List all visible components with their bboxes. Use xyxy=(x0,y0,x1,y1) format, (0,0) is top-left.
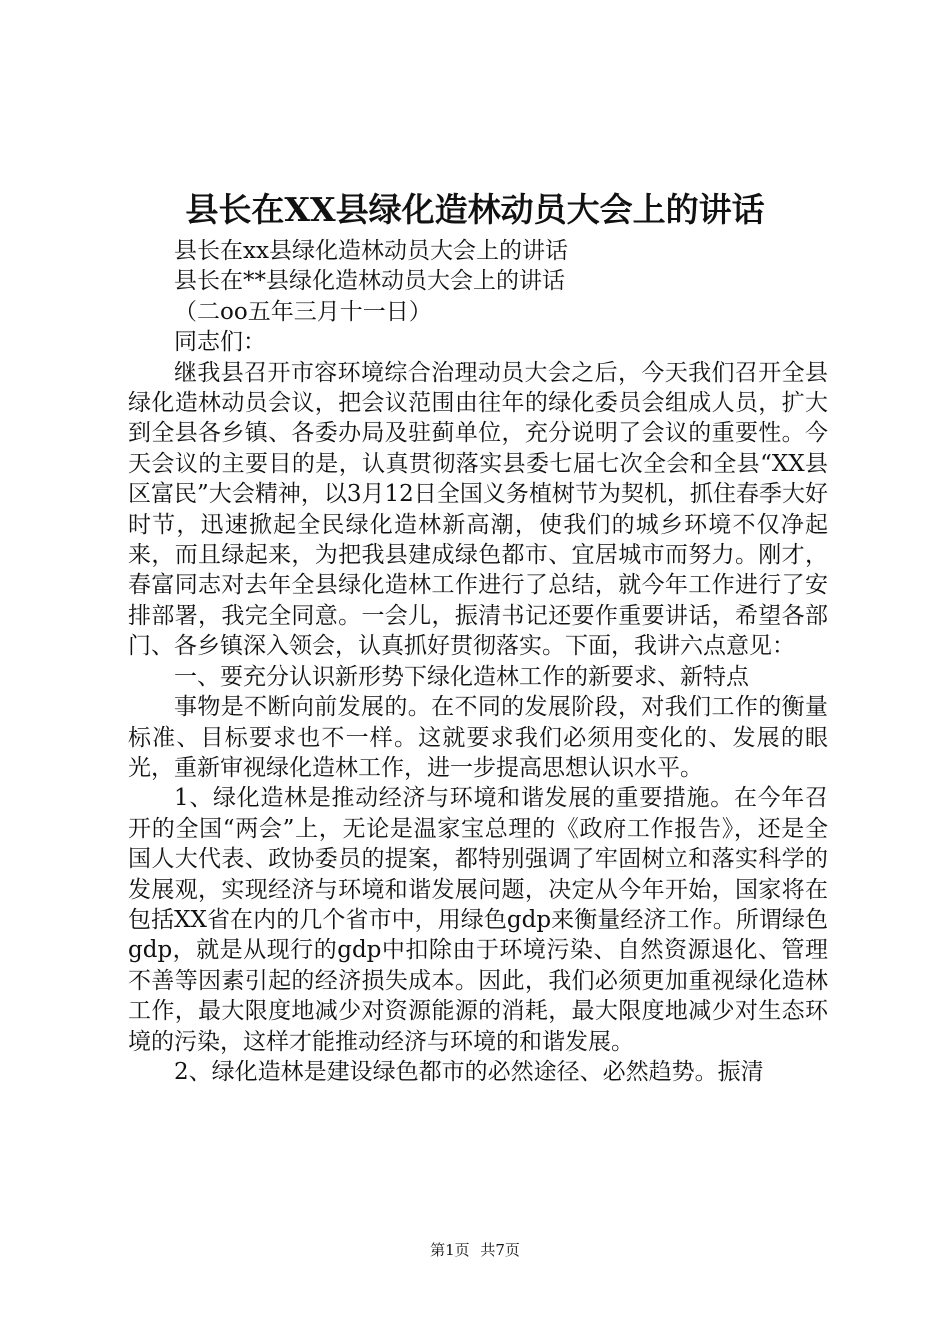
section-heading: 一、要充分认识新形势下绿化造林工作的新要求、新特点 xyxy=(174,663,749,690)
document-title: 县长在XX县绿化造林动员大会上的讲话 xyxy=(185,190,765,229)
date-line: （二oo五年三月十一日） xyxy=(174,298,432,325)
paragraph: 事物是不断向前发展的。在不同的发展阶段，对我们工作的衡量标准、目标要求也不一样。这就要求我们必须用变化的、发展的眼光，重新审视绿化造林工作，进一步提高思想认识水平。 xyxy=(128,694,828,781)
page-number: 第1页 xyxy=(430,1241,470,1259)
paragraph: 继我县召开市容环境综合治理动员大会之后，今天我们召开全县绿化造林动员会议，把会议范围由往年的绿化委员会组成人员，扩大到全县各乡镇、各委办局及驻蓟单位，充分说明了会议的重要性。今天会议的主要目的是，认真贯彻落实县委七届七次全会和全县“XX县区富民”大会精神，以3月12日全国义务植树节为契机，抓住春季大好时节，迅速掀起全民绿化造林新高潮，使我们的城乡环境不仅净起来，而且绿起来，为把我县建成绿色都市、宜居城市而努力。刚才，春富同志对去年全县绿化造林工作进行了总结，就今年工作进行了安排部署，我完全同意。一会儿，振清书记还要作重要讲话，希望各部门、各乡镇深入领会，认真抓好贯彻落实。下面，我讲六点意见： xyxy=(128,359,828,660)
paragraph: 2、绿化造林是建设绿色都市的必然途径、必然趋势。振清 xyxy=(174,1058,764,1085)
page-total: 共7页 xyxy=(480,1241,520,1259)
document-body xyxy=(128,236,828,1087)
salutation: 同志们： xyxy=(174,329,266,356)
page-footer xyxy=(0,1240,950,1260)
subtitle-line: 县长在xx县绿化造林动员大会上的讲话 xyxy=(174,238,568,264)
subtitle-line: 县长在**县绿化造林动员大会上的讲话 xyxy=(174,268,565,295)
paragraph: 1、绿化造林是推动经济与环境和谐发展的重要措施。在今年召开的全国“两会”上，无论是温家宝总理的《政府工作报告》，还是全国人大代表、政协委员的提案，都特别强调了牢固树立和落实科学的发展观，实现经济与环境和谐发展问题，决定从今年开始，国家将在包括XX省在内的几个省市中，用绿色gdp来衡量经济工作。所谓绿色gdp，就是从现行的gdp中扣除由于环境污染、自然资源退化、管理不善等因素引起的经济损失成本。因此，我们必须更加重视绿化造林工作，最大限度地减少对资源能源的消耗，最大限度地减少对生态环境的污染，这样才能推动经济与环境的和谐发展。 xyxy=(128,785,828,1055)
